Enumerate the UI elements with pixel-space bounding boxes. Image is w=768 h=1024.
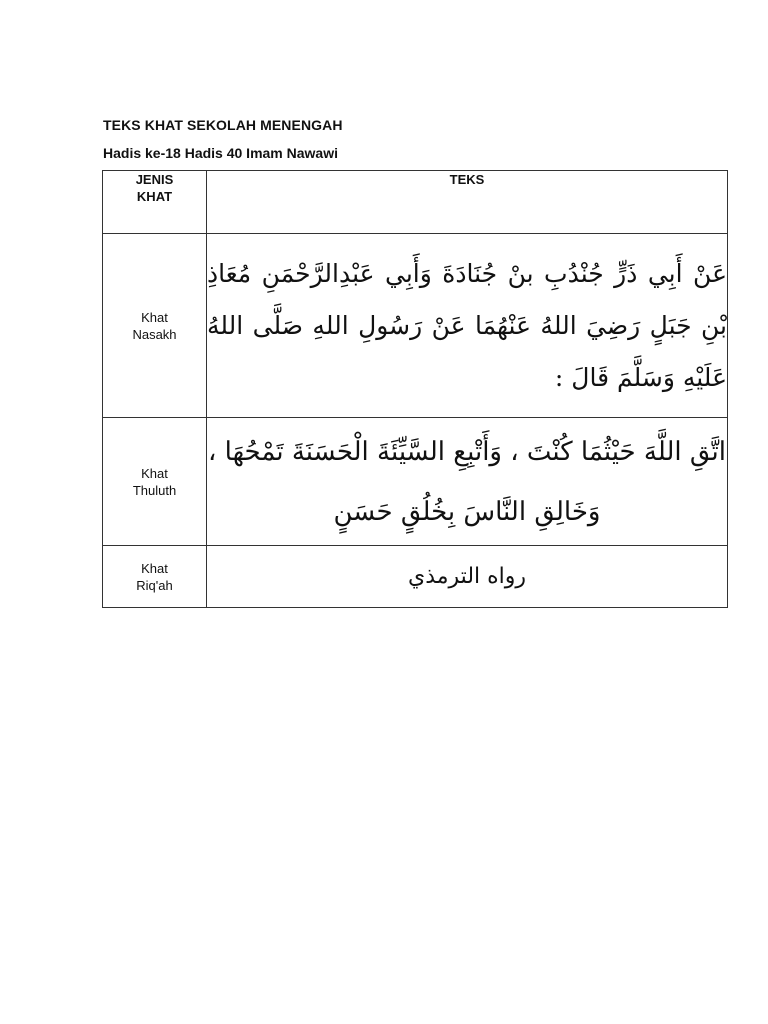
khat-type-label: Khat xyxy=(141,309,168,325)
document-title: TEKS KHAT SEKOLAH MENENGAH xyxy=(103,117,343,133)
arabic-text-cell xyxy=(207,234,728,418)
khat-type-name: Riq'ah xyxy=(136,577,173,593)
nasakh-arabic-text: عَنْ أَبِي ذَرٍّ جُنْدُبِ بنْ جُنَادَةَ وَأَبِي عَبْدِالرَّحْمَنِ مُعَاذِ بْنِ جَبَلٍ رَضِيَ اللهُ عَنْهُمَا عَنْ رَسُولِ اللهِ صَلَّى اللهُ عَلَيْهِ وَسَلَّمَ قَالَ : xyxy=(207,258,727,392)
table-row xyxy=(103,546,728,608)
arabic-text-cell xyxy=(207,546,728,608)
header-jenis-label: JENIS xyxy=(135,172,174,187)
thuluth-arabic-text: اتَّقِ اللَّهَ حَيْثُمَا كُنْتَ ، وَأَتْبِعِ السَّيِّئَةَ الْحَسَنَةَ تَمْحُهَا ، وَخَالِقِ النَّاسَ بِخُلُقٍ حَسَنٍ xyxy=(207,436,726,527)
table-row xyxy=(103,234,728,418)
khat-type-label: Khat xyxy=(141,560,168,576)
table-header-row xyxy=(103,171,728,234)
arabic-text-cell xyxy=(207,418,728,546)
header-khat-label: KHAT xyxy=(136,189,173,204)
riqah-arabic-text: رواه الترمذي xyxy=(407,563,527,589)
khat-type-label: Khat xyxy=(141,465,168,481)
khat-type-name: Thuluth xyxy=(132,482,177,498)
khat-table xyxy=(102,170,728,608)
document-subtitle: Hadis ke-18 Hadis 40 Imam Nawawi xyxy=(103,145,338,161)
khat-type-name: Nasakh xyxy=(132,326,177,342)
table-row xyxy=(103,418,728,546)
header-jenis-khat xyxy=(103,171,207,234)
khat-type-cell xyxy=(103,234,207,418)
khat-type-cell xyxy=(103,546,207,608)
khat-type-cell xyxy=(103,418,207,546)
header-teks: TEKS xyxy=(207,171,728,234)
